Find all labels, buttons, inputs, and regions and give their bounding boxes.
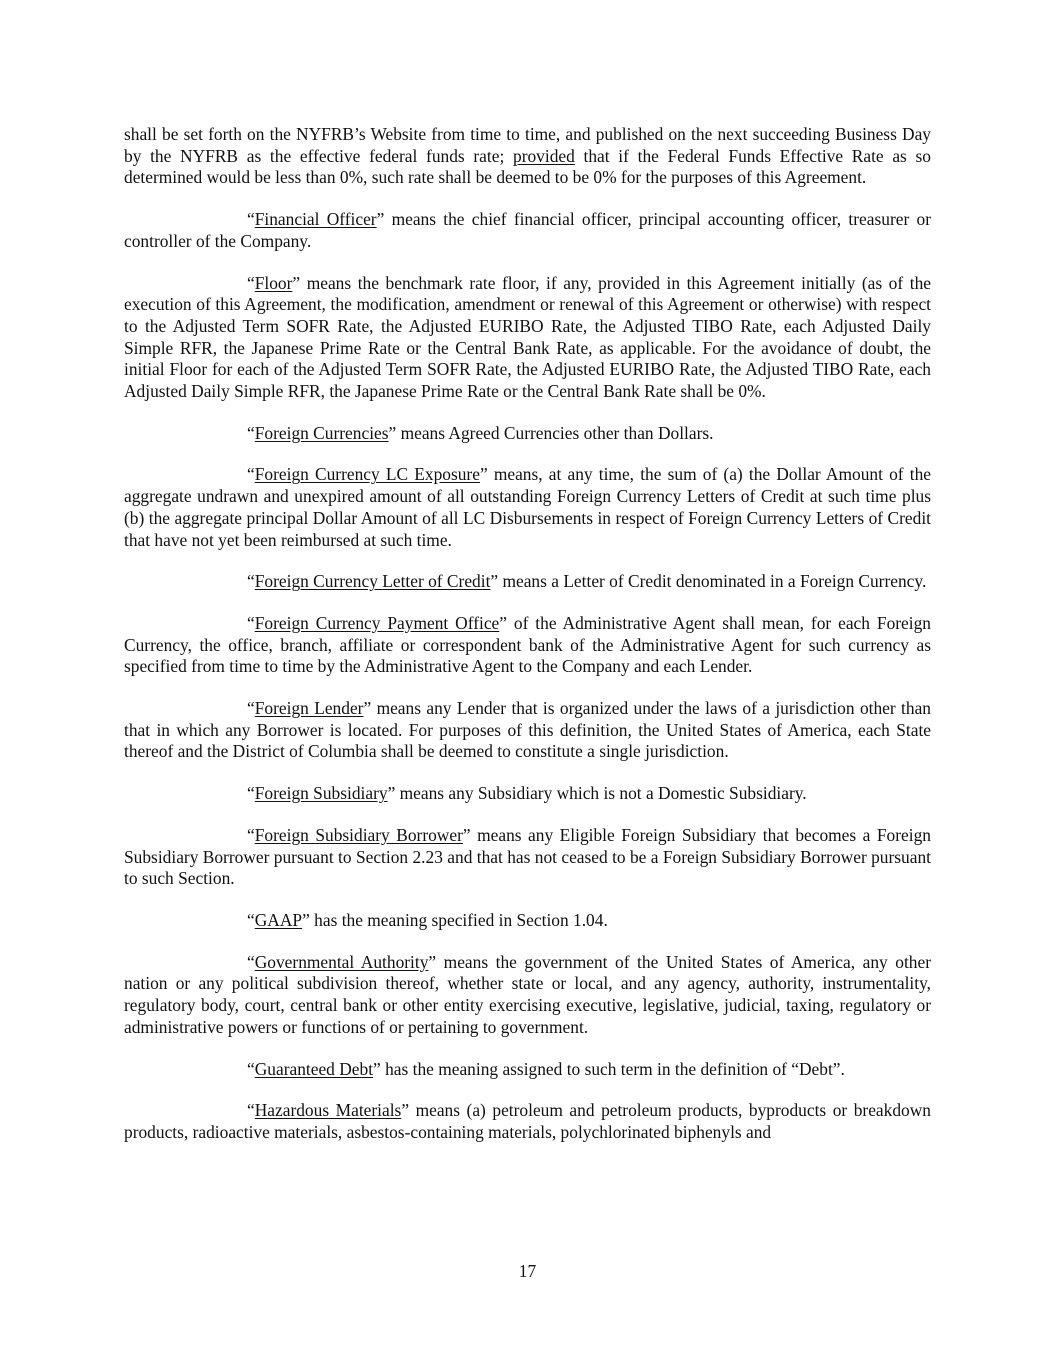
definition-text: ” means, at any time, the sum of (a) the Dollar Amount of the aggregate undrawn and unexpired amount of all outstanding Foreign Currency Letters of Credit at such time plus (b) the aggregate principal Dollar Amount of all LC Disbursements in respect of Foreign Currency Letters of Credit that have not yet been reimbursed at such time. (124, 464, 931, 550)
page-number: 17 (518, 1261, 537, 1281)
open-quote: “ (247, 209, 255, 230)
definition-text: ” has the meaning specified in Section 1.04. (302, 909, 608, 930)
paragraph-federal-funds-continuation (124, 124, 931, 189)
definition-foreign-currencies (124, 423, 931, 445)
defined-term: Governmental Authority (254, 951, 429, 972)
definition-foreign-subsidiary (124, 783, 931, 805)
defined-term: Guaranteed Debt (254, 1058, 374, 1079)
definition-text: ” means any Eligible Foreign Subsidiary that becomes a Foreign Subsidiary Borrower pursuant to Section 2.23 and that has not ceased to be a Foreign Subsidiary Borrower pursuant to such Section. (124, 824, 931, 889)
defined-term: GAAP (254, 909, 303, 930)
document-page (124, 124, 931, 1164)
defined-term: provided (513, 145, 575, 166)
definition-text: ” means Agreed Currencies other than Dollars. (388, 422, 714, 443)
definition-text: ” means any Subsidiary which is not a Domestic Subsidiary. (387, 783, 807, 804)
definition-text: ” means the chief financial officer, principal accounting officer, treasurer or controller of the Company. (124, 209, 931, 251)
open-quote: “ (247, 909, 255, 930)
definition-text: ” has the meaning assigned to such term in the definition of “Debt”. (373, 1058, 845, 1079)
definition-text: ” means the benchmark rate floor, if any, provided in this Agreement initially (as of the execution of this Agreement, the modification, amendment or renewal of this Agreement or otherwise) with respect to the Adjusted Term SOFR Rate, the Adjusted EURIBO Rate, the Adjusted TIBO Rate, each Adjusted Daily Simple RFR, the Japanese Prime Rate or the Central Bank Rate, as applicable. For the avoidance of doubt, the initial Floor for each of the Adjusted Term SOFR Rate, the Adjusted EURIBO Rate, the Adjusted TIBO Rate, each Adjusted Daily Simple RFR, the Japanese Prime Rate or the Central Bank Rate shall be 0%. (124, 272, 931, 402)
open-quote: “ (247, 783, 255, 804)
definition-text: ” means (a) petroleum and petroleum products, byproducts or breakdown products, radioactive materials, asbestos-containing materials, polychlorinated biphenyls and (124, 1100, 931, 1142)
open-quote: “ (247, 1058, 255, 1079)
defined-term: Foreign Currency Payment Office (254, 612, 500, 633)
defined-term: Foreign Subsidiary (254, 783, 388, 804)
open-quote: “ (247, 422, 255, 443)
defined-term: Floor (254, 272, 293, 293)
paragraph-text: shall be set forth on the NYFRB’s Website from time to time, and published on the next succeeding Business Day by the NYFRB as the effective federal funds rate; (124, 124, 931, 166)
defined-term: Hazardous Materials (254, 1100, 402, 1121)
definition-foreign-currency-payment-office (124, 613, 931, 678)
definition-governmental-authority (124, 952, 931, 1039)
defined-term: Financial Officer (254, 209, 377, 230)
open-quote: “ (247, 272, 255, 293)
open-quote: “ (247, 571, 255, 592)
definition-gaap (124, 910, 931, 932)
defined-term: Foreign Currencies (254, 422, 389, 443)
open-quote: “ (247, 824, 255, 845)
definition-financial-officer (124, 209, 931, 252)
definition-guaranteed-debt (124, 1059, 931, 1081)
defined-term: Foreign Currency Letter of Credit (254, 571, 491, 592)
definition-foreign-lender (124, 698, 931, 763)
defined-term: Foreign Lender (254, 698, 364, 719)
paragraph-text: that if the Federal Funds Effective Rate as so determined would be less than 0%, such rate shall be deemed to be 0% for the purposes of this Agreement. (124, 145, 931, 188)
defined-term: Foreign Subsidiary Borrower (254, 824, 463, 845)
definition-hazardous-materials (124, 1100, 931, 1143)
definition-foreign-currency-letter-of-credit (124, 571, 931, 593)
definition-text: ” means any Lender that is organized under the laws of a jurisdiction other than that in which any Borrower is located. For purposes of this definition, the United States of America, each State thereof and the District of Columbia shall be deemed to constitute a single jurisdiction. (124, 698, 931, 762)
definition-text: ” means the government of the United States of America, any other nation or any political subdivision thereof, whether state or local, and any agency, authority, instrumentality, regulatory body, court, central bank or other entity exercising executive, legislative, judicial, taxing, regulatory or administrative powers or functions of or pertaining to government. (124, 951, 931, 1037)
defined-term: Foreign Currency LC Exposure (254, 464, 480, 485)
open-quote: “ (247, 698, 255, 719)
definition-foreign-subsidiary-borrower (124, 825, 931, 890)
open-quote: “ (247, 951, 255, 972)
definition-text: ” means a Letter of Credit denominated in a Foreign Currency. (490, 571, 927, 592)
definition-foreign-currency-lc-exposure (124, 464, 931, 551)
open-quote: “ (247, 1100, 255, 1121)
open-quote: “ (247, 612, 255, 633)
open-quote: “ (247, 464, 255, 485)
definition-floor (124, 273, 931, 403)
definition-text: ” of the Administrative Agent shall mean, for each Foreign Currency, the office, branch, affiliate or correspondent bank of the Administrative Agent for such currency as specified from time to time by the Administrative Agent to the Company and each Lender. (124, 612, 931, 677)
